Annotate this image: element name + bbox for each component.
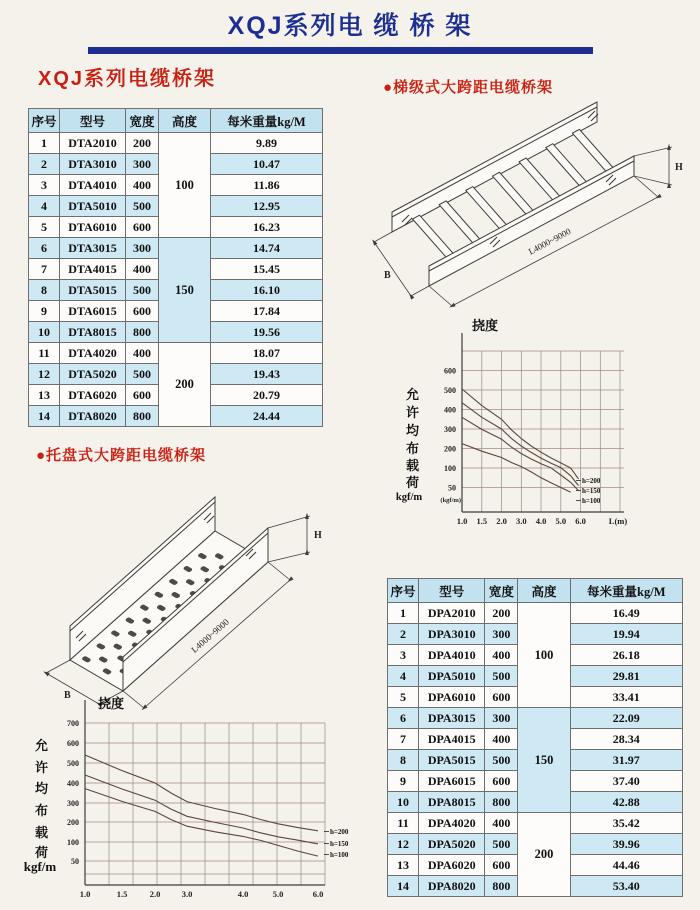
column-header: 型号 [60, 109, 126, 133]
table-cell: 500 [126, 280, 159, 301]
table-cell: 16.49 [570, 603, 682, 624]
column-header: 型号 [419, 579, 485, 603]
y-axis-label-char: 均 [35, 781, 49, 796]
ladder_chart-svg [393, 303, 698, 553]
table-cell: 13 [29, 385, 60, 406]
table-cell: 16.10 [211, 280, 323, 301]
y-axis-label-char: 许 [406, 405, 420, 420]
table-cell: 2 [388, 624, 419, 645]
column-header: 宽度 [485, 579, 518, 603]
column-header: 序号 [388, 579, 419, 603]
dpa-spec-table [387, 578, 683, 897]
table-cell: 5 [29, 217, 60, 238]
table-cell: 600 [126, 385, 159, 406]
y-axis-label-char: 允 [35, 738, 49, 753]
y-axis-label-char: 均 [406, 423, 420, 438]
series-curve-h=150 [85, 775, 318, 844]
table-cell: 29.81 [570, 666, 682, 687]
table-cell: 8 [388, 750, 419, 771]
x-tick-label: 3.0 [181, 889, 193, 899]
table-cell: 28.34 [570, 729, 682, 750]
table-cell: 500 [485, 666, 518, 687]
table-cell: 500 [126, 364, 159, 385]
table-cell: 3 [29, 175, 60, 196]
table-cell: DPA8015 [419, 792, 485, 813]
pan-cable-tray-drawing [18, 458, 363, 713]
table-cell: 800 [126, 406, 159, 427]
table-cell: DTA4020 [60, 343, 126, 364]
table-cell: 19.94 [570, 624, 682, 645]
table-cell: 14.74 [211, 238, 323, 259]
ladder-rung [492, 172, 536, 218]
y-tick-label: 500 [67, 759, 79, 768]
x-tick-label: 5.0 [272, 889, 284, 899]
table-row [388, 708, 683, 729]
y-tick-label: 200 [444, 444, 456, 454]
ladder-dim-h-label: H [675, 162, 683, 173]
ladder-dim-l-label: L4000~9000 [526, 226, 573, 257]
y-axis-unit-label: kgf/m [395, 492, 423, 503]
y-tick-label: 600 [67, 739, 79, 748]
table-cell: 11 [388, 813, 419, 834]
table-cell: 39.96 [570, 834, 682, 855]
x-tick-label: 5.0 [555, 516, 567, 526]
table-cell: DPA5015 [419, 750, 485, 771]
x-tick-label: 1.0 [456, 516, 468, 526]
x-tick-label: 4.0 [535, 516, 547, 526]
table-cell: DPA4010 [419, 645, 485, 666]
tray-body [70, 497, 268, 691]
table-cell: DPA4015 [419, 729, 485, 750]
section-heading-xqj-table: XQJ系列电缆桥架 [38, 68, 217, 90]
title-underline-bar [88, 47, 593, 54]
table-cell: 8 [29, 280, 60, 301]
table-cell: 600 [126, 301, 159, 322]
curve-label: h=100 [582, 497, 601, 505]
table-cell: 26.18 [570, 645, 682, 666]
table-cell: 7 [388, 729, 419, 750]
table-cell: 1 [29, 133, 60, 154]
column-header: 每米重量kg/M [211, 109, 323, 133]
y-tick-label: 700 [67, 719, 79, 728]
table-cell: 19.56 [211, 322, 323, 343]
table-cell: 20.79 [211, 385, 323, 406]
ladder-rung [572, 129, 616, 175]
table-row [29, 133, 323, 154]
table-cell: 14 [388, 876, 419, 897]
table-cell: 22.09 [570, 708, 682, 729]
tray-load-deflection-chart [8, 688, 378, 910]
table-cell: 12 [29, 364, 60, 385]
dta-spec-table [28, 108, 323, 427]
x-tick-label: 1.5 [476, 516, 488, 526]
table-cell: 10 [29, 322, 60, 343]
table-cell: DTA8020 [60, 406, 126, 427]
y-axis-label-char: 布 [35, 803, 49, 818]
table-cell: 300 [126, 154, 159, 175]
table-cell: DPA3015 [419, 708, 485, 729]
table-cell: 800 [485, 792, 518, 813]
chart-title: 挠度 [472, 318, 499, 333]
ladder-rung [546, 144, 590, 190]
x-tick-label: 4.0 [237, 889, 249, 899]
table-cell: DTA4015 [60, 259, 126, 280]
ladder-rung [413, 215, 457, 261]
x-tick-label: 1.5 [116, 889, 128, 899]
curve-label: h=100 [330, 851, 349, 859]
table-row [29, 238, 323, 259]
table-cell: 5 [388, 687, 419, 708]
curve-label: h=200 [330, 828, 349, 836]
height-group-cell: 100 [518, 603, 570, 708]
ladder-rung [519, 158, 563, 204]
table-cell: DTA6010 [60, 217, 126, 238]
ladder-cable-tray-drawing [372, 90, 697, 308]
y-tick-label: 400 [444, 405, 456, 415]
table-cell: 17.84 [211, 301, 323, 322]
table-cell: 9 [388, 771, 419, 792]
table-cell: DTA4010 [60, 175, 126, 196]
table-cell: DTA5015 [60, 280, 126, 301]
y-axis-label-char: 载 [35, 825, 49, 840]
table-cell: 9 [29, 301, 60, 322]
table-cell: 13 [388, 855, 419, 876]
table-cell: 600 [485, 771, 518, 792]
table-cell: DTA3010 [60, 154, 126, 175]
table-cell: DPA5020 [419, 834, 485, 855]
y-tick-label: 50 [71, 857, 79, 866]
x-tick-label: 2.0 [496, 516, 507, 526]
table-cell: 15.45 [211, 259, 323, 280]
table-row [388, 603, 683, 624]
table-cell: DPA4020 [419, 813, 485, 834]
table-cell: DPA2010 [419, 603, 485, 624]
table-cell: 31.97 [570, 750, 682, 771]
curve-label: h=200 [582, 477, 601, 485]
column-header: 高度 [518, 579, 570, 603]
y-axis-unit-label: kgf/m [23, 859, 57, 874]
table-cell: 4 [29, 196, 60, 217]
table-cell: 200 [485, 603, 518, 624]
tray_chart-svg [8, 688, 378, 905]
y-axis-label-char: 许 [35, 760, 49, 775]
table-cell: 500 [126, 196, 159, 217]
column-header: 序号 [29, 109, 60, 133]
table-cell: 2 [29, 154, 60, 175]
table-cell: 400 [126, 259, 159, 280]
ladder-load-deflection-chart [393, 303, 698, 558]
ladder-rung [466, 187, 510, 233]
y-tick-label: 50 [448, 483, 456, 493]
height-group-cell: 150 [159, 238, 211, 343]
x-axis-unit-label: L(m) [608, 516, 628, 526]
ladder-rung [439, 201, 483, 247]
height-group-cell: 150 [518, 708, 570, 813]
table-cell: 11.86 [211, 175, 323, 196]
y-tick-label: 200 [67, 818, 79, 827]
table-cell: 12 [388, 834, 419, 855]
section-heading-ladder-tray: ●梯级式大跨距电缆桥架 [383, 79, 554, 96]
y-tick-label: 400 [67, 779, 79, 788]
x-tick-label: 6.0 [312, 889, 324, 899]
table-row [29, 343, 323, 364]
x-tick-label: 3.0 [515, 516, 527, 526]
section-heading-pan-tray: ●托盘式大跨距电缆桥架 [36, 447, 207, 464]
y-axis-label-char: 荷 [35, 845, 49, 860]
height-group-cell: 200 [159, 343, 211, 427]
y-tick-label: 300 [444, 425, 456, 434]
table-cell: 35.42 [570, 813, 682, 834]
table-cell: 44.46 [570, 855, 682, 876]
table-cell: DTA6020 [60, 385, 126, 406]
table-cell: 4 [388, 666, 419, 687]
chart-title: 挠度 [98, 696, 125, 711]
y-axis-label-char: 允 [406, 387, 420, 402]
column-header: 宽度 [126, 109, 159, 133]
table-cell: DPA3010 [419, 624, 485, 645]
table-cell: 300 [485, 708, 518, 729]
table-cell: DPA8020 [419, 876, 485, 897]
table-cell: DTA8015 [60, 322, 126, 343]
table-cell: DPA6020 [419, 855, 485, 876]
height-group-cell: 200 [518, 813, 570, 897]
table-cell: 16.23 [211, 217, 323, 238]
table-cell: 19.43 [211, 364, 323, 385]
table-cell: 1 [388, 603, 419, 624]
table-cell: 6 [388, 708, 419, 729]
table-cell: 10 [388, 792, 419, 813]
table-cell: 400 [485, 813, 518, 834]
table-cell: 12.95 [211, 196, 323, 217]
table-cell: 400 [126, 343, 159, 364]
table-cell: 14 [29, 406, 60, 427]
table-cell: 42.88 [570, 792, 682, 813]
table-cell: 400 [485, 645, 518, 666]
table-cell: 24.44 [211, 406, 323, 427]
table-cell: DTA2010 [60, 133, 126, 154]
table-cell: 400 [485, 729, 518, 750]
height-group-cell: 100 [159, 133, 211, 238]
x-tick-label: 1.0 [79, 889, 91, 899]
curve-label: h=150 [582, 487, 601, 495]
table-cell: DTA6015 [60, 301, 126, 322]
y-axis-label-char: 荷 [406, 475, 420, 490]
y-axis-label-char: 布 [406, 441, 420, 456]
table-cell: 800 [126, 322, 159, 343]
table-cell: 600 [485, 687, 518, 708]
tray-dim-l-label: L4000~9000 [189, 616, 231, 655]
table-row [388, 813, 683, 834]
y-tick-label: 600 [444, 366, 456, 376]
curve-label: h=150 [330, 840, 349, 848]
table-cell: 500 [485, 834, 518, 855]
table-cell: 37.40 [570, 771, 682, 792]
y-tick-label: 100 [67, 838, 79, 847]
x-tick-label: 2.0 [149, 889, 161, 899]
y-axis-label-char: 载 [406, 458, 420, 473]
y-tick-label: 100 [444, 464, 456, 473]
table-cell: 7 [29, 259, 60, 280]
table-cell: 53.40 [570, 876, 682, 897]
ladder-dim-b-label: B [384, 270, 391, 281]
table-cell: 600 [485, 855, 518, 876]
table-cell: 200 [126, 133, 159, 154]
table-cell: 400 [126, 175, 159, 196]
table-cell: 600 [126, 217, 159, 238]
table-cell: DPA5010 [419, 666, 485, 687]
ladder-body [392, 102, 634, 286]
table-cell: 33.41 [570, 687, 682, 708]
table-cell: DTA5020 [60, 364, 126, 385]
y-tick-label: 300 [67, 799, 79, 808]
table-cell: 800 [485, 876, 518, 897]
table-cell: 11 [29, 343, 60, 364]
table-cell: 3 [388, 645, 419, 666]
table-cell: 300 [126, 238, 159, 259]
table-cell: 9.89 [211, 133, 323, 154]
y-tick-label: 500 [444, 386, 456, 395]
table-cell: DTA5010 [60, 196, 126, 217]
tray-dim-b-label: B [64, 690, 71, 701]
axis-corner-unit-label: (kgf/m) [440, 497, 461, 504]
table-cell: DTA3015 [60, 238, 126, 259]
table-cell: 10.47 [211, 154, 323, 175]
tray-dim-h-label: H [314, 530, 322, 541]
table-cell: 6 [29, 238, 60, 259]
column-header: 高度 [159, 109, 211, 133]
table-cell: 18.07 [211, 343, 323, 364]
table-cell: 300 [485, 624, 518, 645]
page-title: XQJ系列电 缆 桥 架 [227, 12, 473, 40]
table-cell: DPA6010 [419, 687, 485, 708]
column-header: 每米重量kg/M [570, 579, 682, 603]
x-tick-label: 6.0 [575, 516, 586, 526]
table-cell: 500 [485, 750, 518, 771]
table-cell: DPA6015 [419, 771, 485, 792]
